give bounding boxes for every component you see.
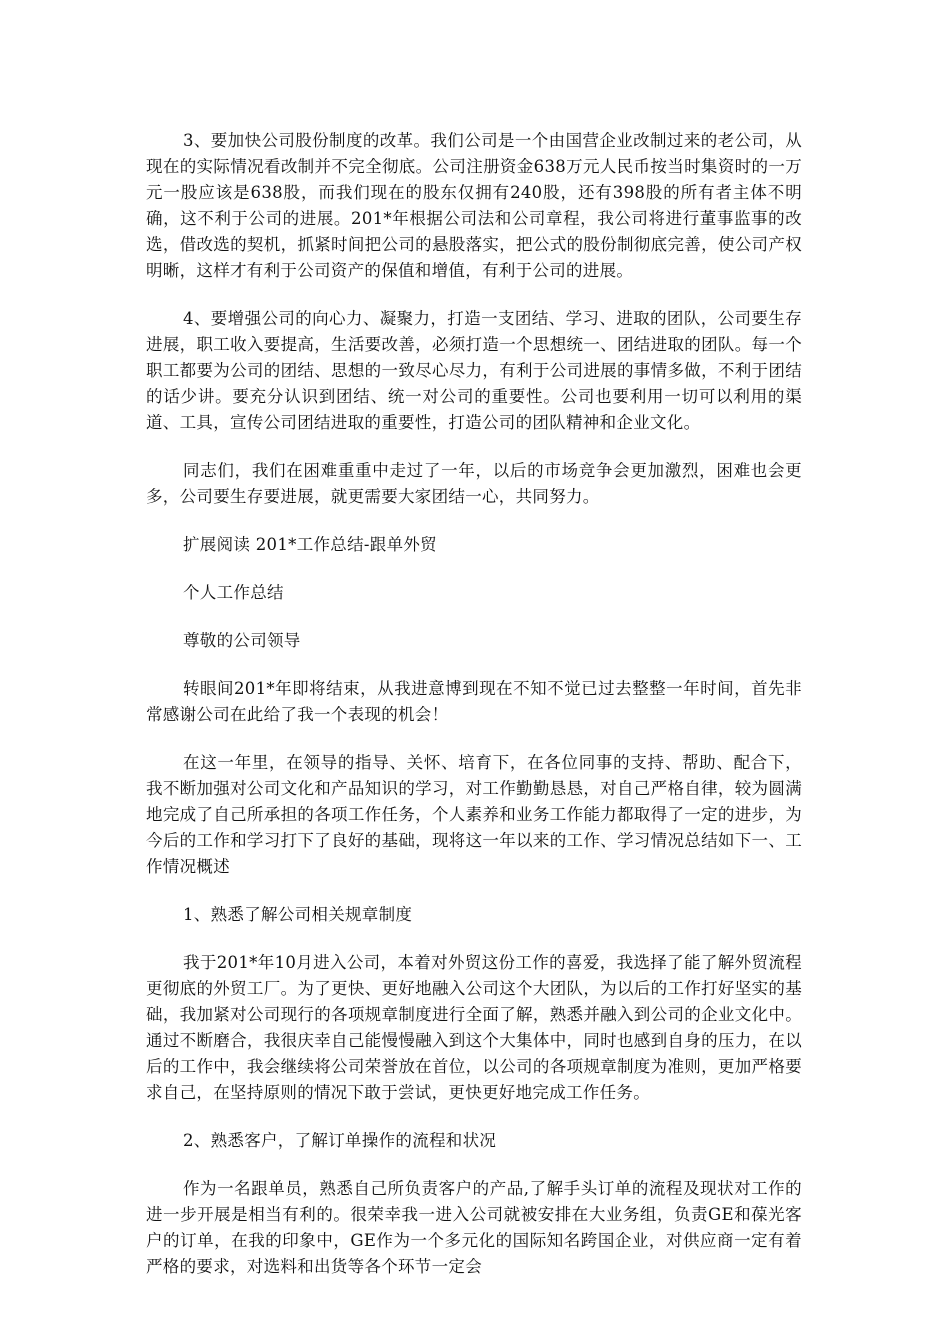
paragraph-closing-remarks: 同志们，我们在困难重重中走过了一年，以后的市场竞争会更加激烈，困难也会更多，公司要生存要进展，就更需要大家团结一心，共同努力。 xyxy=(146,461,802,506)
paragraph-shareholding-reform: 3、要加快公司股份制度的改革。我们公司是一个由国营企业改制过来的老公司，从现在的实际情况看改制并不完全彻底。公司注册资金638万元人民币按当时集资时的一万元一股应该是638股，而我们现在的股东仅拥有240股，还有398股的所有者主体不明确，这不利于公司的进展。201*年根据公司法和公司章程，我公司将进行董事监事的改选，借改选的契机，抓紧时间把公司的悬股落实，把公式的股份制彻底完善，使公司产权明晰，这样才有利于公司资产的保值和增值，有利于公司的进展。 xyxy=(146,131,802,280)
extended-reading-heading: 扩展阅读 201*工作总结-跟单外贸 xyxy=(183,535,437,554)
section-heading-clients: 2、熟悉客户，了解订单操作的流程和状况 xyxy=(183,1131,497,1150)
paragraph-year-overview: 在这一年里，在领导的指导、关怀、培育下，在各位同事的支持、帮助、配合下，我不断加强对公司文化和产品知识的学习，对工作勤勤恳恳，对自己严格自律，较为圆满地完成了自己所承担的各项工作任务，个人素养和业务工作能力都取得了一定的进步，为今后的工作和学习打下了良好的基础，现将这一年以来的工作、学习情况总结如下一、工作情况概述 xyxy=(146,753,802,876)
paragraph-intro: 转眼间201*年即将结束，从我进意博到现在不知不觉已过去整整一年时间，首先非常感谢公司在此给了我一个表现的机会！ xyxy=(146,679,802,724)
personal-summary-heading: 个人工作总结 xyxy=(183,583,284,602)
paragraph-clients: 作为一名跟单员，熟悉自己所负责客户的产品,了解手头订单的流程及现状对工作的进一步开展是相当有利的。很荣幸我一进入公司就被安排在大业务组，负责GE和葆光客户的订单，在我的印象中，GE作为一个多元化的国际知名跨国企业，对供应商一定有着严格的要求，对选料和出货等各个环节一定会 xyxy=(146,1179,802,1276)
salutation: 尊敬的公司领导 xyxy=(183,631,301,650)
paragraph-team-cohesion: 4、要增强公司的向心力、凝聚力，打造一支团结、学习、进取的团队，公司要生存进展，职工收入要提高，生活要改善，必须打造一个思想统一、团结进取的团队。每一个职工都要为公司的团结、思想的一致尽心尽力，有利于公司进展的事情多做，不利于团结的话少讲。要充分认识到团结、统一对公司的重要性。公司也要利用一切可以利用的渠道、工具，宣传公司团结进取的重要性，打造公司的团队精神和企业文化。 xyxy=(146,309,802,432)
section-heading-rules: 1、熟悉了解公司相关规章制度 xyxy=(183,905,413,924)
paragraph-rules: 我于201*年10月进入公司，本着对外贸这份工作的喜爱，我选择了能了解外贸流程更彻底的外贸工厂。为了更快、更好地融入公司这个大团队，为以后的工作打好坚实的基础，我加紧对公司现行的各项规章制度进行全面了解，熟悉并融入到公司的企业文化中。通过不断磨合，我很庆幸自己能慢慢融入到这个大集体中，同时也感到自身的压力，在以后的工作中，我会继续将公司荣誉放在首位，以公司的各项规章制度为准则，更加严格要求自己，在坚持原则的情况下敢于尝试，更快更好地完成工作任务。 xyxy=(146,953,802,1102)
